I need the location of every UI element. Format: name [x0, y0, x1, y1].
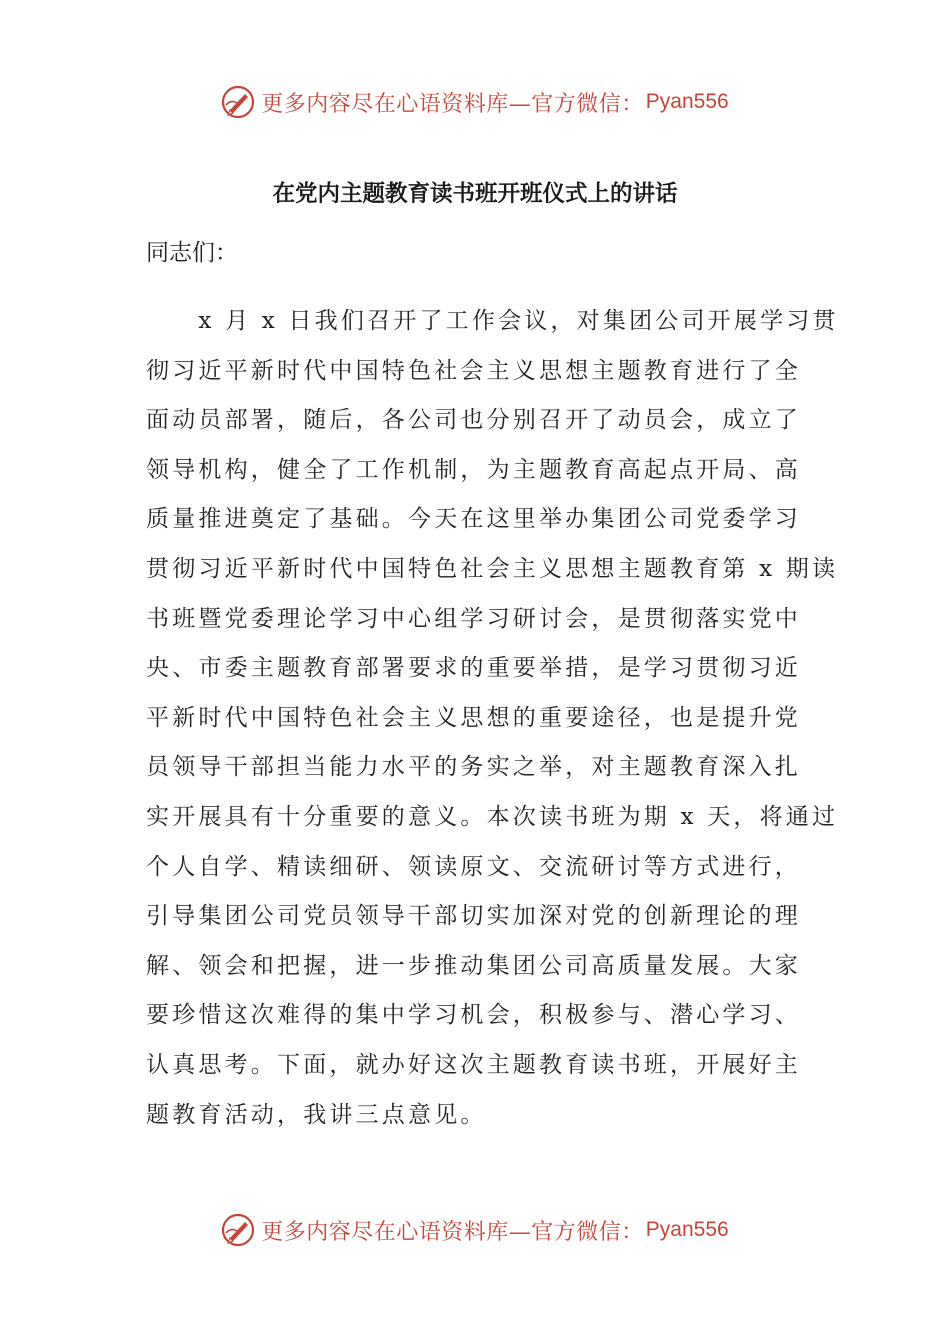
body-line: 领导机构，健全了工作机制，为主题教育高起点开局、高 [146, 456, 801, 483]
body-line: 认真思考。下面，就办好这次主题教育读书班，开展好主 [146, 1051, 801, 1078]
body-line: 要珍惜这次难得的集中学习机会，积极参与、潜心学习、 [146, 1002, 801, 1029]
body-line: 个人自学、精读细研、领读原文、交流研讨等方式进行， [146, 853, 801, 880]
body-line: 员领导干部担当能力水平的务实之举，对主题教育深入扎 [146, 754, 801, 781]
header-banner-text: 更多内容尽在心语资料库—官方微信： [261, 91, 644, 117]
body-line: 书班暨党委理论学习中心组学习研讨会，是贯彻落实党中 [146, 605, 801, 632]
footer-banner-handle: Pyan556 [645, 1218, 729, 1241]
footer-banner [0, 1210, 950, 1250]
body-paragraph [146, 297, 839, 1140]
pen-logo-icon [221, 85, 255, 119]
body-line: 题教育活动，我讲三点意见。 [146, 1101, 487, 1128]
pen-logo-icon [221, 1213, 255, 1247]
salutation: 同志们： [146, 240, 238, 266]
body-line: x 月 x 日我们召开了工作会议，对集团公司开展学习贯 [146, 308, 839, 334]
header-banner-handle: Pyan556 [645, 90, 729, 113]
body-line: 面动员部署，随后，各公司也分别召开了动员会，成立了 [146, 407, 801, 434]
body-line: 央、市委主题教育部署要求的重要举措，是学习贯彻习近 [146, 655, 801, 682]
body-line: 解、领会和把握，进一步推动集团公司高质量发展。大家 [146, 952, 801, 979]
document-title: 在党内主题教育读书班开班仪式上的讲话 [272, 181, 678, 207]
body-line: 引导集团公司党员领导干部切实加深对党的创新理论的理 [146, 903, 801, 930]
body-line: 质量推进奠定了基础。今天在这里举办集团公司党委学习 [146, 506, 801, 533]
body-line: 贯彻习近平新时代中国特色社会主义思想主题教育第 x 期读 [146, 555, 839, 582]
body-line: 实开展具有十分重要的意义。本次读书班为期 x 天，将通过 [146, 803, 839, 830]
header-banner [0, 82, 950, 122]
body-line: 平新时代中国特色社会主义思想的重要途径，也是提升党 [146, 704, 801, 731]
body-line: 彻习近平新时代中国特色社会主义思想主题教育进行了全 [146, 357, 801, 384]
footer-banner-text: 更多内容尽在心语资料库—官方微信： [261, 1219, 644, 1245]
